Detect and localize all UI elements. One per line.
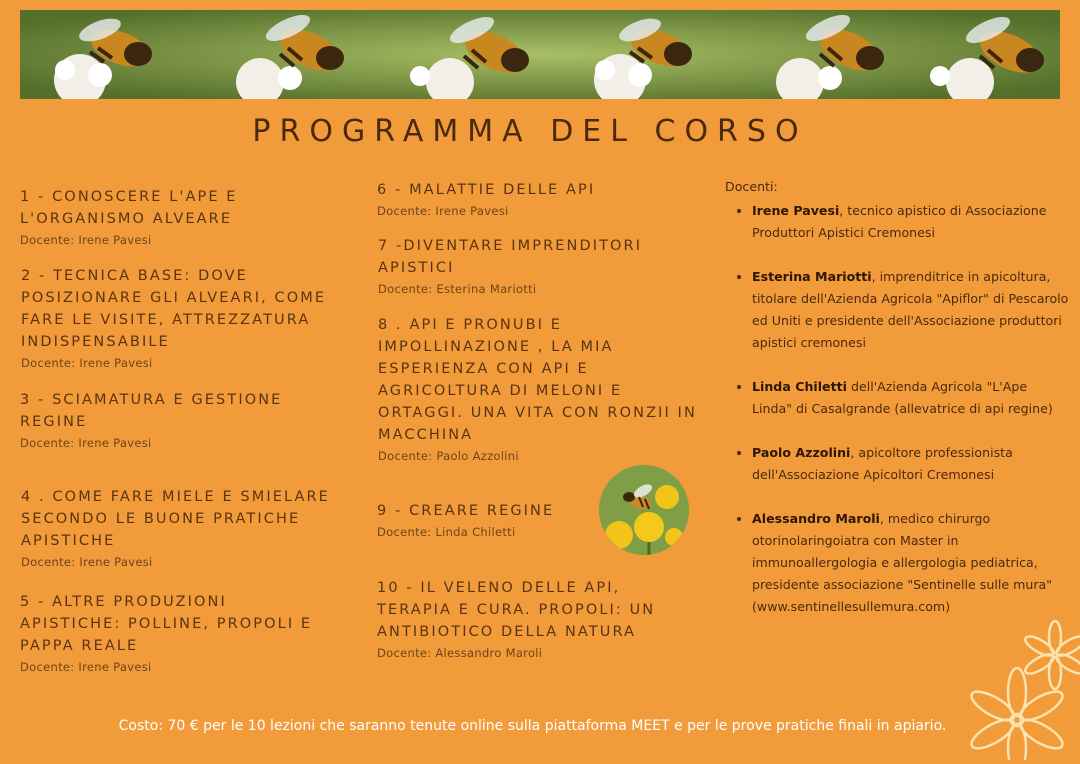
lesson-4 — [21, 486, 331, 569]
lesson-title: 3 - SCIAMATURA E GESTIONE REGINE — [20, 392, 283, 430]
teacher-name: Paolo Azzolini — [752, 445, 851, 460]
teacher-item — [752, 508, 1070, 618]
teacher-name: Esterina Mariotti — [752, 269, 872, 284]
teacher-description: , tecnico apistico di Associazione Produttori Apistici Cremonesi — [752, 203, 1047, 240]
lesson-5 — [20, 591, 330, 674]
teacher-name: Linda Chiletti — [752, 379, 847, 394]
lesson-title: 6 - MALATTIE DELLE API — [377, 182, 596, 198]
teacher-item — [752, 442, 1070, 486]
lesson-2 — [21, 265, 341, 370]
teacher-description: dell'Azienda Agricola "L'Ape Linda" di Casalgrande (allevatrice di api regine) — [752, 379, 1053, 416]
lesson-6 — [377, 179, 707, 218]
lesson-teacher: Docente: Irene Pavesi — [377, 204, 509, 218]
lesson-title: 2 - TECNICA BASE: DOVE POSIZIONARE GLI ALVEARI, COME FARE LE VISITE, ATTREZZATURA INDISPENSABILE — [21, 268, 327, 350]
lesson-teacher: Docente: Alessandro Maroli — [377, 646, 543, 660]
lesson-title: 7 -DIVENTARE IMPRENDITORI APISTICI — [378, 238, 643, 276]
lesson-title: 9 - CREARE REGINE — [377, 503, 555, 519]
lesson-teacher: Docente: Irene Pavesi — [20, 436, 152, 450]
teacher-item — [752, 376, 1070, 420]
teachers-list — [725, 176, 1070, 640]
lesson-title: 10 - IL VELENO DELLE API, TERAPIA E CURA. PROPOLI: UN ANTIBIOTICO DELLA NATURA — [377, 580, 656, 640]
lesson-title: 8 . API E PRONUBI E IMPOLLINAZIONE , LA MIA ESPERIENZA CON API E AGRICOLTURA DI MELONI E ORTAGGI. UNA VITA CON RONZII IN MACCHINA — [378, 317, 697, 443]
lesson-teacher: Docente: Irene Pavesi — [21, 356, 153, 370]
lesson-title: 4 . COME FARE MIELE E SMIELARE SECONDO LE BUONE PRATICHE APISTICHE — [21, 489, 330, 549]
bee-banner-image — [20, 10, 1060, 99]
lesson-teacher: Docente: Esterina Mariotti — [378, 282, 537, 296]
flower-decoration-icon — [955, 610, 1080, 764]
teacher-description: , imprenditrice in apicoltura, titolare dell'Azienda Agricola "Apiflor" di Pescarolo ed Uniti e presidente dell'Associazione produttori apistici cremonesi — [752, 269, 1069, 350]
teacher-description: , medico chirurgo otorinolaringoiatra con Master in immunoallergologia e allergologia pediatrica, presidente associazione "Sentinelle sulle mura" (www.sentinellesullemura.com) — [752, 511, 1053, 614]
lesson-teacher: Docente: Irene Pavesi — [20, 660, 152, 674]
lesson-7 — [378, 235, 698, 296]
bee-on-flower-image — [599, 465, 689, 555]
teacher-description: , apicoltore professionista dell'Associazione Apicoltori Cremonesi — [752, 445, 1013, 482]
lesson-teacher: Docente: Irene Pavesi — [21, 555, 153, 569]
page-title: PROGRAMMA DEL CORSO — [252, 114, 808, 149]
lesson-10 — [377, 577, 697, 660]
teacher-item — [752, 266, 1070, 354]
teacher-item — [752, 200, 1070, 244]
lesson-teacher: Docente: Irene Pavesi — [20, 233, 152, 247]
lesson-3 — [20, 389, 320, 450]
lesson-teacher: Docente: Linda Chiletti — [377, 525, 516, 539]
course-cost-footer: Costo: 70 € per le 10 lezioni che saranno tenute online sulla piattaforma MEET e per le prove pratiche finali in apiario. — [118, 718, 947, 734]
teacher-name: Alessandro Maroli — [752, 511, 880, 526]
teacher-name: Irene Pavesi — [752, 203, 840, 218]
lesson-1 — [20, 186, 340, 247]
teachers-heading: Docenti: — [725, 179, 778, 194]
lesson-teacher: Docente: Paolo Azzolini — [378, 449, 519, 463]
lesson-8 — [378, 314, 698, 463]
lesson-title: 5 - ALTRE PRODUZIONI APISTICHE: POLLINE, PROPOLI E PAPPA REALE — [20, 594, 313, 654]
lesson-9 — [377, 500, 592, 539]
lesson-title: 1 - CONOSCERE L'APE E L'ORGANISMO ALVEARE — [20, 189, 238, 227]
